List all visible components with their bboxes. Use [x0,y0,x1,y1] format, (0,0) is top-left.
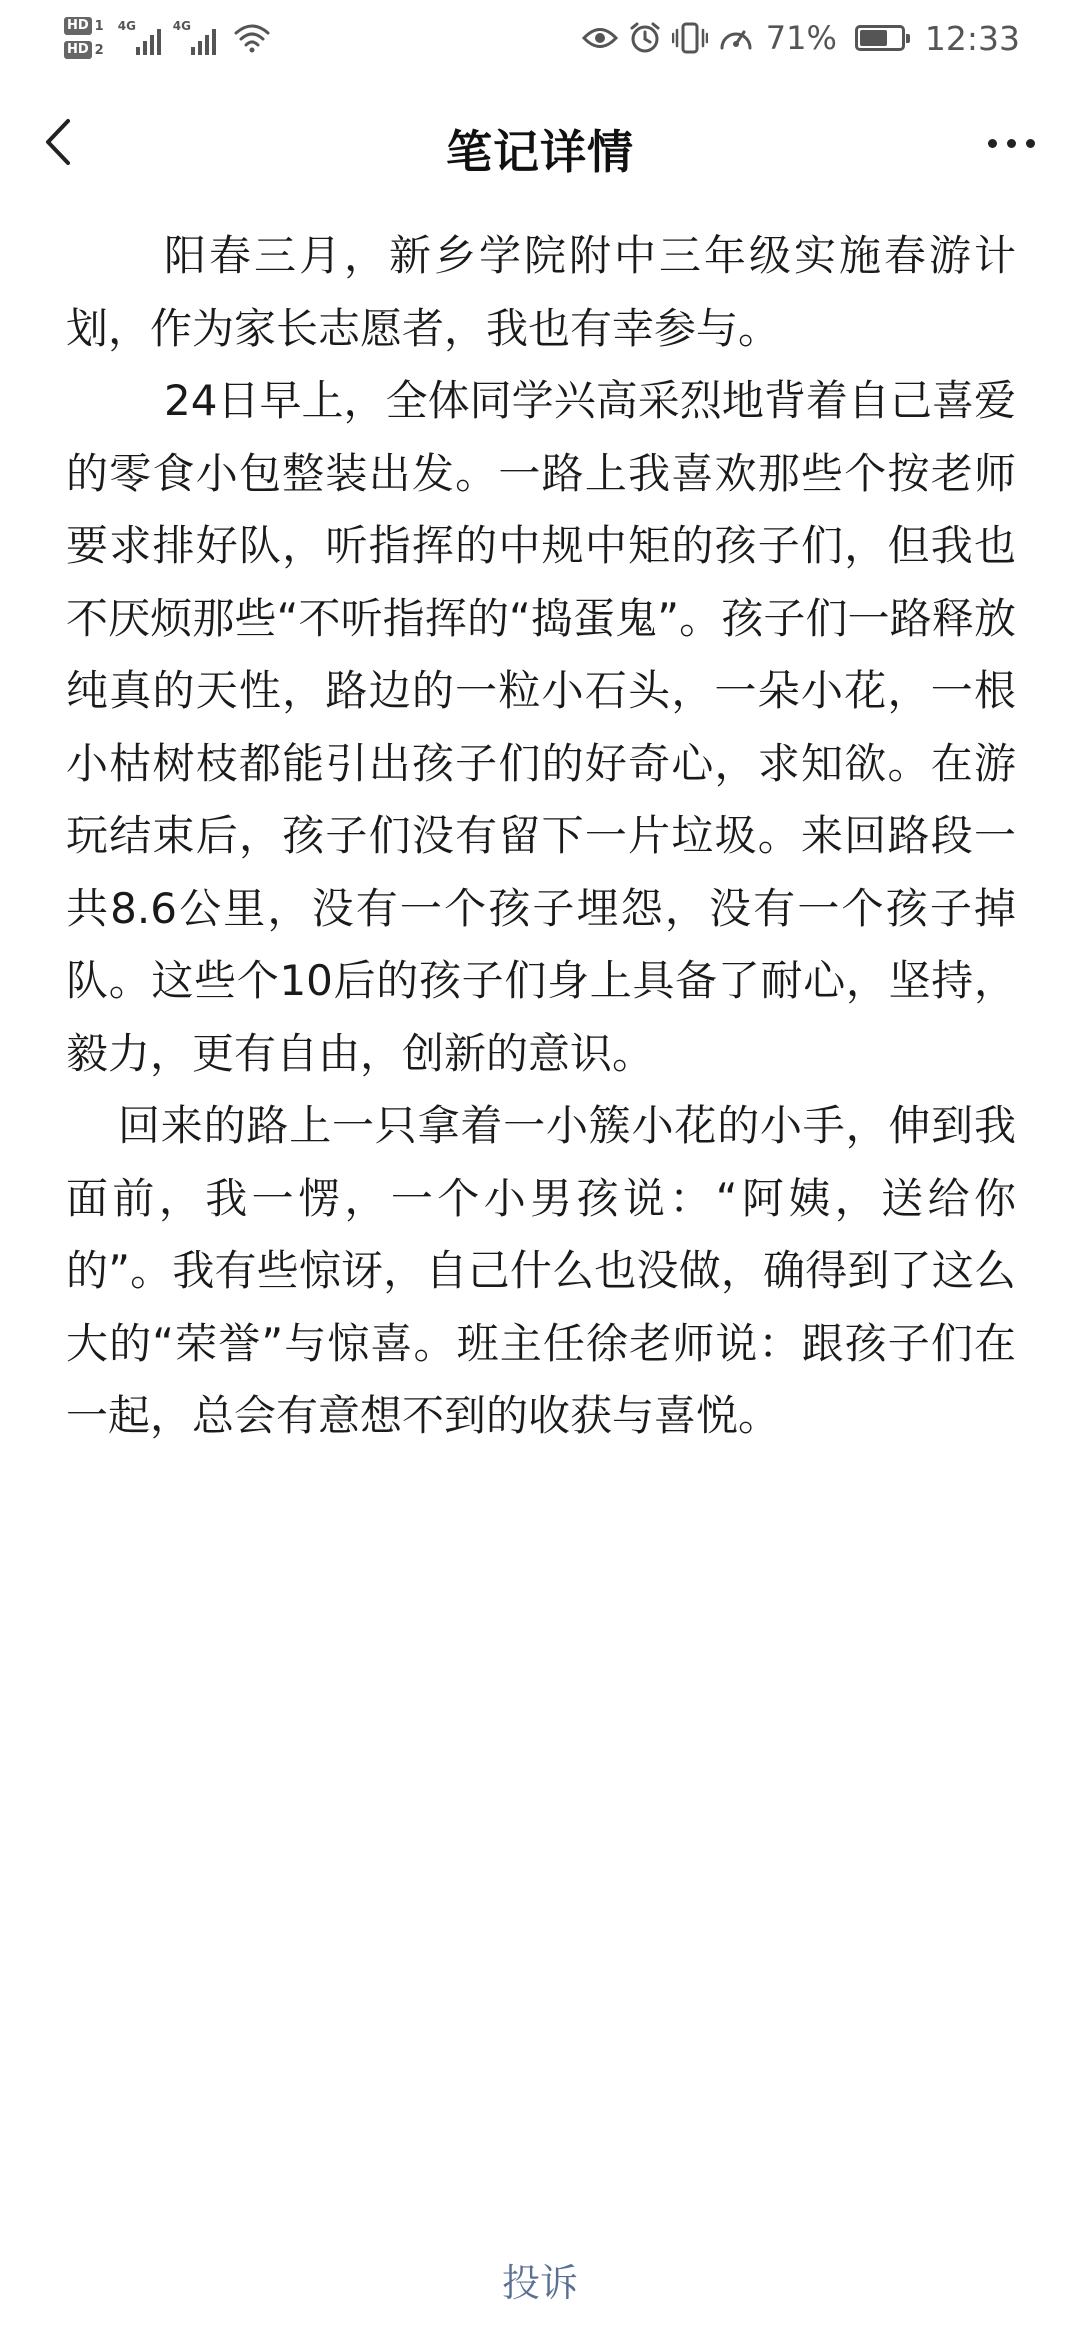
hd-label: HD [64,17,92,35]
more-dot [1026,139,1035,148]
hd-badge-sim2 [64,41,104,59]
hd-badge-sim1 [64,17,104,35]
speed-icon [718,22,754,54]
status-bar-right [582,10,1020,66]
alarm-icon [628,21,662,55]
status-bar-left [64,8,270,68]
network-type: 4G [117,19,136,33]
signal-sim2-icon [173,21,216,55]
sim-number: 1 [94,18,104,34]
battery-icon [855,25,905,51]
note-paragraph: 回来的路上一只拿着一小簇小花的小手，伸到我面前，我一愣，一个小男孩说：“阿姨，送给你的”。我有些惊讶，自己什么也没做，确得到了这么大的“荣誉”与惊喜。班主任徐老师说：跟孩子们在一起，总会有意想不到的收获与喜悦。 [66,1101,1016,1440]
vibrate-icon [672,21,708,55]
hd-indicators [64,17,104,59]
battery-percent: 71% [765,19,837,57]
signal-sim1-icon [118,21,161,55]
hd-label: HD [64,41,92,59]
clock: 12:33 [924,18,1020,58]
more-button[interactable] [976,118,1046,168]
note-paragraph: 24日早上，全体同学兴高采烈地背着自己喜爱的零食小包整装出发。一路上我喜欢那些个按老师要求排好队，听指挥的中规中矩的孩子们，但我也不厌烦那些“不听指挥的“捣蛋鬼”。孩子们一路释放纯真的天性，路边的一粒小石头，一朵小花，一根小枯树枝都能引出孩子们的好奇心，求知欲。在游玩结束后，孩子们没有留下一片垃圾。来回路段一共8.6公里，没有一个孩子埋怨，没有一个孩子掉队。这些个10后的孩子们身上具备了耐心，坚持，毅力，更有自由，创新的意识。 [66,376,1016,1078]
more-dot [988,139,997,148]
note-content [66,220,1016,1453]
status-bar [0,0,1080,72]
more-dot [1007,139,1016,148]
network-type: 4G [172,19,191,33]
complaint-link[interactable]: 投诉 [501,2261,578,2305]
sim-number: 2 [94,42,104,58]
eye-icon [582,25,618,51]
battery-fill [860,30,887,46]
note-paragraph: 阳春三月，新乡学院附中三年级实施春游计划，作为家长志愿者，我也有幸参与。 [66,231,1016,353]
wifi-icon [234,23,270,53]
page-title: 笔记详情 [446,125,634,179]
nav-bar [0,72,1080,212]
